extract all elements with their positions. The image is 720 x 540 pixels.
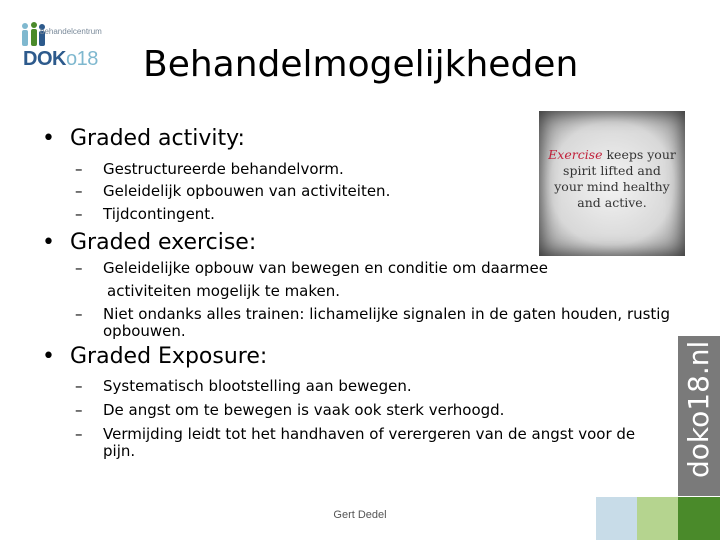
item-text: Geleidelijke opbouw van bewegen en conditie om daarmee [103,259,548,277]
slide-title: Behandelmogelijkheden [143,44,579,85]
quote-line2: spirit lifted and [563,163,661,178]
section-heading-graded-exercise [42,230,257,255]
heading-text: Graded activity: [70,126,245,151]
heading-text: Graded exercise: [70,230,257,255]
list-item: – Systematisch blootstelling aan bewegen. [75,377,412,395]
bullet: • [42,230,55,255]
list-item-continuation: pijn. [103,442,136,460]
list-item: – Vermijding leidt tot het handhaven of verergeren van de angst voor de [75,425,636,443]
logo-wordmark [23,48,98,71]
list-item-continuation: opbouwen. [103,322,186,340]
item-text: Gestructureerde behandelvorm. [103,160,344,178]
quote-text [539,147,685,211]
list-item: – Tijdcontingent. [75,205,215,223]
logo-subtitle: behandelcentrum [40,27,102,36]
quote-line1: keeps your [602,147,676,162]
list-item: – Gestructureerde behandelvorm. [75,160,344,178]
heading-text: Graded Exposure: [70,344,268,369]
list-item: – Geleidelijke opbouw van bewegen en conditie om daarmee [75,259,548,277]
bullet: • [42,344,55,369]
logo-brand-num: o18 [65,48,98,70]
sidebar-website-text: doko18.nl [682,340,715,478]
footer-author: Gert Dedel [333,509,387,521]
section-heading-graded-activity [42,126,245,151]
quote-highlight: Exercise [548,147,603,162]
item-text: Tijdcontingent. [103,205,215,223]
item-text: Niet ondanks alles trainen: lichamelijke signalen in de gaten houden, rustig [103,305,670,323]
quote-line3: your mind healthy [554,179,670,194]
bullet: • [42,126,55,151]
item-text: Systematisch blootstelling aan bewegen. [103,377,412,395]
item-text: De angst om te bewegen is vaak ook sterk verhoogd. [103,401,505,419]
list-item: – Niet ondanks alles trainen: lichamelijke signalen in de gaten houden, rustig [75,305,670,323]
logo-brand: DOK [23,48,66,70]
list-item: – Geleidelijk opbouwen van activiteiten. [75,182,391,200]
item-text: Vermijding leidt tot het handhaven of verergeren van de angst voor de [103,425,636,443]
item-text: Geleidelijk opbouwen van activiteiten. [103,182,391,200]
list-item-continuation: activiteiten mogelijk te maken. [107,282,341,300]
exercise-quote-image [539,111,685,256]
section-heading-graded-exposure [42,344,268,369]
list-item: – De angst om te bewegen is vaak ook sterk verhoogd. [75,401,505,419]
quote-line4: and active. [577,195,647,210]
